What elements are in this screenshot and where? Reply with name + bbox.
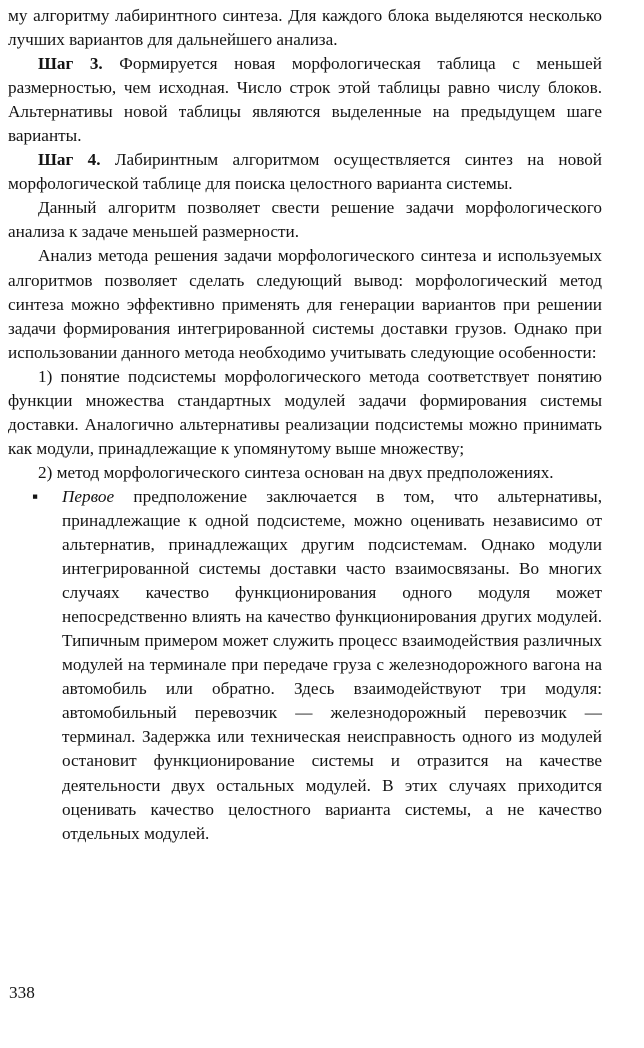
step-4-label: Шаг 4. bbox=[38, 150, 101, 170]
step-3-text: Формируется новая морфологическая таблица с меньшей размерностью, чем исходная. Число строк этой таблицы равно числу блоков. Альтернативы новой таблицы являются выделенные на предыдущем шаге варианты. bbox=[8, 54, 602, 146]
paragraph-step-3 bbox=[8, 52, 602, 148]
paragraph-step-4 bbox=[8, 148, 602, 196]
paragraph-continuation: му алгоритму лабиринтного синтеза. Для каждого блока выделяются несколько лучших вариантов для дальнейшего анализа. bbox=[8, 6, 602, 50]
step-3-label: Шаг 3. bbox=[38, 54, 103, 74]
bullet-lead-word: Первое bbox=[62, 486, 115, 506]
paragraph-analysis: Анализ метода решения задачи морфологического синтеза и используемых алгоритмов позволяет сделать следующий вывод: морфологический метод синтеза можно эффективно применять для генерации вариантов при решении задачи формирования интегрированной системы доставки грузов. Однако при использовании данного метода необходимо учитывать следующие особенности: bbox=[8, 246, 602, 362]
list-item-1: 1) понятие подсистемы морфологического метода соответствует понятию функции множества стандартных модулей задачи формирования системы доставки. Аналогично альтернативы реализации подсистемы можно принимать как модули, принадлежащие к упомянутому выше множеству; bbox=[8, 366, 602, 458]
square-bullet-icon: ▪ bbox=[32, 486, 39, 506]
list-item-2: 2) метод морфологического синтеза основан на двух предположениях. bbox=[38, 462, 554, 482]
step-4-text: Лабиринтным алгоритмом осуществляется синтез на новой морфологической таблице для поиска целостного варианта системы. bbox=[8, 150, 602, 194]
page-body bbox=[8, 4, 602, 846]
page-number: 338 bbox=[9, 983, 35, 1002]
bullet-item bbox=[8, 485, 602, 846]
bullet-text: предположение заключается в том, что альтернативы, принадлежащие к одной подсистеме, можно оценивать независимо от альтернатив, принадлежащих другим подсистемам. Однако модули интегрированной системы доставки часто взаимосвязаны. Во многих случаях качество функционирования одного модуля может непосредственно влиять на качество функционирования других модулей. Типичным примером может служить процесс взаимодействия различных модулей на терминале при передаче груза с железнодорожного вагона на автомобиль или обратно. Здесь взаимодействуют три модуля: автомобильный перевозчик — железнодорожный перевозчик — терминал. Задержка или техническая неисправность одного из модулей остановит функционирование системы и отразится на качестве деятельности двух остальных модулей. В этих случаях приходится оценивать качество целостного варианта системы, а не качество отдельных модулей. bbox=[62, 486, 602, 843]
paragraph-algorithm: Данный алгоритм позволяет свести решение задачи морфологического анализа к задаче меньшей размерности. bbox=[8, 198, 602, 242]
